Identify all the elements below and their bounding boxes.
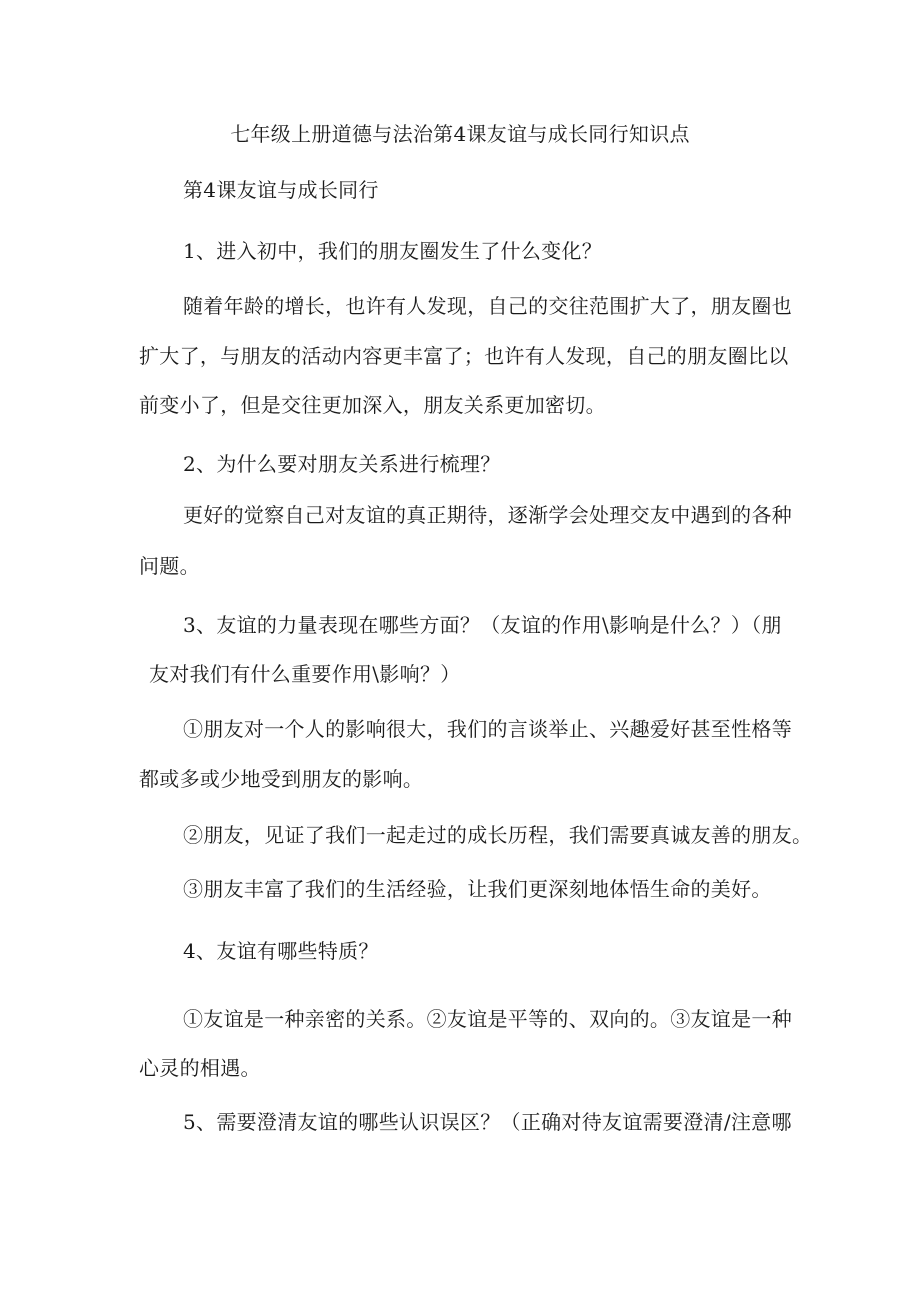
answer-1-line-3: 前变小了，但是交往更加深入，朋友关系更加密切。 (139, 393, 606, 417)
answer-4-line-2: 心灵的相遇。 (139, 1056, 261, 1080)
answer-3-line-4: ③朋友丰富了我们的生活经验，让我们更深刻地体悟生命的美好。 (183, 877, 772, 901)
answer-4-line-1: ①友谊是一种亲密的关系。②友谊是平等的、双向的。③友谊是一种 (183, 1007, 792, 1031)
answer-3-line-2: 都或多或少地受到朋友的影响。 (139, 767, 424, 791)
document-title: 七年级上册道德与法治第4课友谊与成长同行知识点 (230, 122, 690, 146)
question-3-line-2: 友对我们有什么重要作用\影响？） (149, 662, 461, 686)
answer-2-line-1: 更好的觉察自己对友谊的真正期待，逐渐学会处理交友中遇到的各种 (183, 503, 792, 527)
question-1: 1、进入初中，我们的朋友圈发生了什么变化？ (183, 239, 603, 263)
lesson-heading: 第4课友谊与成长同行 (183, 178, 379, 202)
answer-1-line-2: 扩大了，与朋友的活动内容更丰富了；也许有人发现，自己的朋友圈比以 (139, 344, 789, 368)
question-3-line-1: 3、友谊的力量表现在哪些方面？（友谊的作用\影响是什么？）（朋 (183, 613, 782, 637)
answer-3-line-1: ①朋友对一个人的影响很大，我们的言谈举止、兴趣爱好甚至性格等 (183, 717, 792, 741)
question-4: 4、友谊有哪些特质？ (183, 939, 379, 963)
answer-1-line-1: 随着年龄的增长，也许有人发现，自己的交往范围扩大了，朋友圈也 (183, 294, 792, 318)
question-5: 5、需要澄清友谊的哪些认识误区？（正确对待友谊需要澄清/注意哪 (183, 1110, 792, 1134)
question-2: 2、为什么要对朋友关系进行梳理？ (183, 452, 501, 476)
answer-3-line-3: ②朋友，见证了我们一起走过的成长历程，我们需要真诚友善的朋友。 (183, 823, 813, 847)
answer-2-line-2: 问题。 (139, 554, 200, 578)
